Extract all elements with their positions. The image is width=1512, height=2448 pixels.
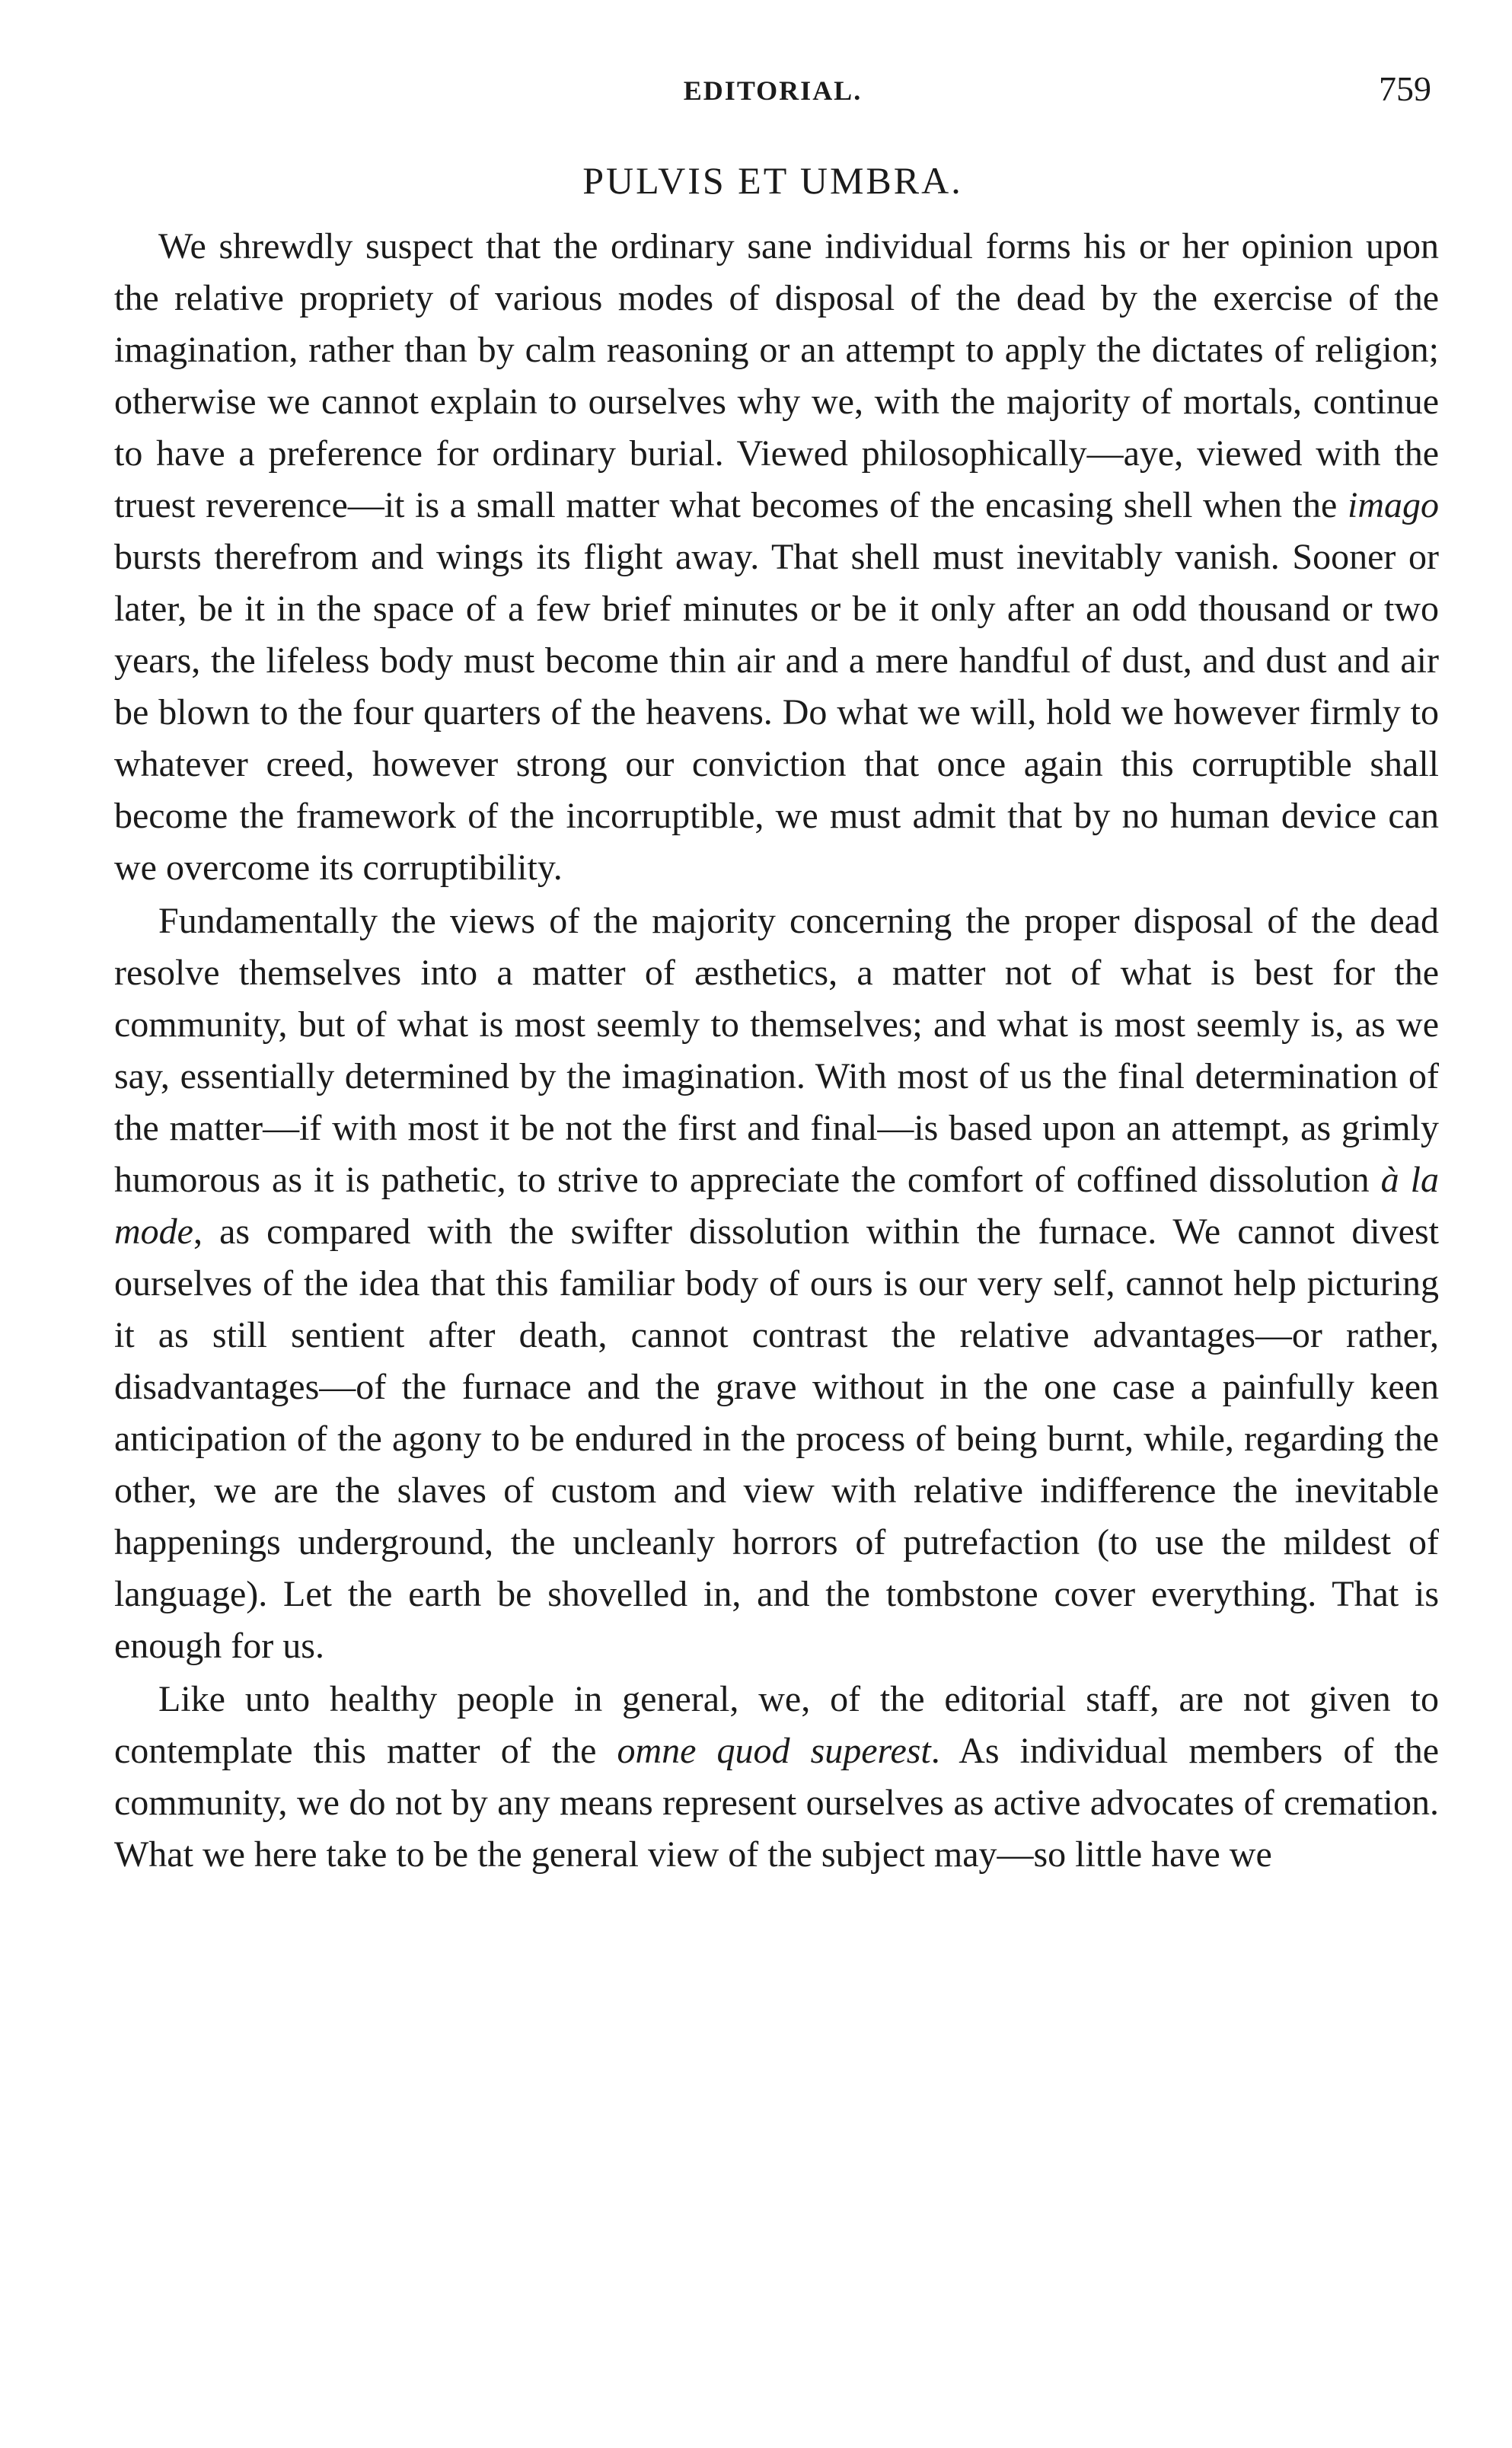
paragraph xyxy=(114,1674,1439,1881)
italic-term-a-la-mode: à la mode xyxy=(114,1160,1439,1252)
running-title: EDITORIAL. xyxy=(683,75,863,106)
page-number: 759 xyxy=(1379,69,1431,108)
italic-term-omne-quod-superest: omne quod superest xyxy=(617,1731,931,1771)
text-span: Like unto healthy people in general, we, of the editorial staff, are not given to contemplate this matter of the xyxy=(114,1679,1439,1771)
article-title: PULVIS ET UMBRA. xyxy=(582,159,963,202)
paragraph xyxy=(114,895,1439,1672)
italic-term-imago: imago xyxy=(1348,485,1439,525)
paragraph xyxy=(114,221,1439,894)
text-span: Fundamentally the views of the majority concerning the proper disposal of the dead resolve themselves into a matter of æsthetics, a matter not of what is best for the community, but of what is most seemly to themselves; and what is most seemly is, as we say, essentially determined by the imagination. With most of us the final determination of the matter—if with most it be not the first and final—is based upon an attempt, as grimly humorous as it is pathetic, to strive to appreciate the comfort of coffined dissolution xyxy=(114,901,1439,1200)
text-span: We shrewdly suspect that the ordinary sane individual forms his or her opinion upon the relative propriety of various modes of disposal of the dead by the exercise of the imagination, rather than by calm reasoning or an attempt to apply the dictates of religion; otherwise we cannot explain to ourselves why we, with the majority of mortals, continue to have a preference for ordinary burial. Viewed philosophically—aye, viewed with the truest reverence—it is a small matter what becomes of the encasing shell when the xyxy=(114,226,1439,525)
running-head xyxy=(114,69,1431,114)
text-span: , as compared with the swifter dissolution within the furnace. We cannot divest ourselves of the idea that this familiar body of ours is our very self, cannot help picturing it as still sentient after death, cannot contrast the relative advantages—or rather, disadvantages—of the furnace and the grave without in the one case a painfully keen anticipation of the agony to be endured in the process of being burnt, while, regarding the other, we are the slaves of custom and view with relative indifference the inevitable happenings underground, the uncleanly horrors of putrefaction (to use the mildest of language). Let the earth be shovelled in, and the tombstone cover everything. That is enough for us. xyxy=(114,1211,1439,1666)
article-body xyxy=(114,221,1439,1881)
text-span: . As individual members of the community, we do not by any means represent ourselves as active advocates of cremation. What we here take to be the general view of the subject may—so little have we xyxy=(114,1731,1440,1875)
text-span: bursts therefrom and wings its flight away. That shell must inevitably vanish. Sooner or later, be it in the space of a few brief minutes or be it only after an odd thousand or two years, the lifeless body must become thin air and a mere handful of dust, and dust and air be blown to the four quarters of the heavens. Do what we will, hold we however firmly to whatever creed, however strong our conviction that once again this corruptible shall become the framework of the incorruptible, we must admit that by no human device can we overcome its corruptibility. xyxy=(114,537,1439,888)
